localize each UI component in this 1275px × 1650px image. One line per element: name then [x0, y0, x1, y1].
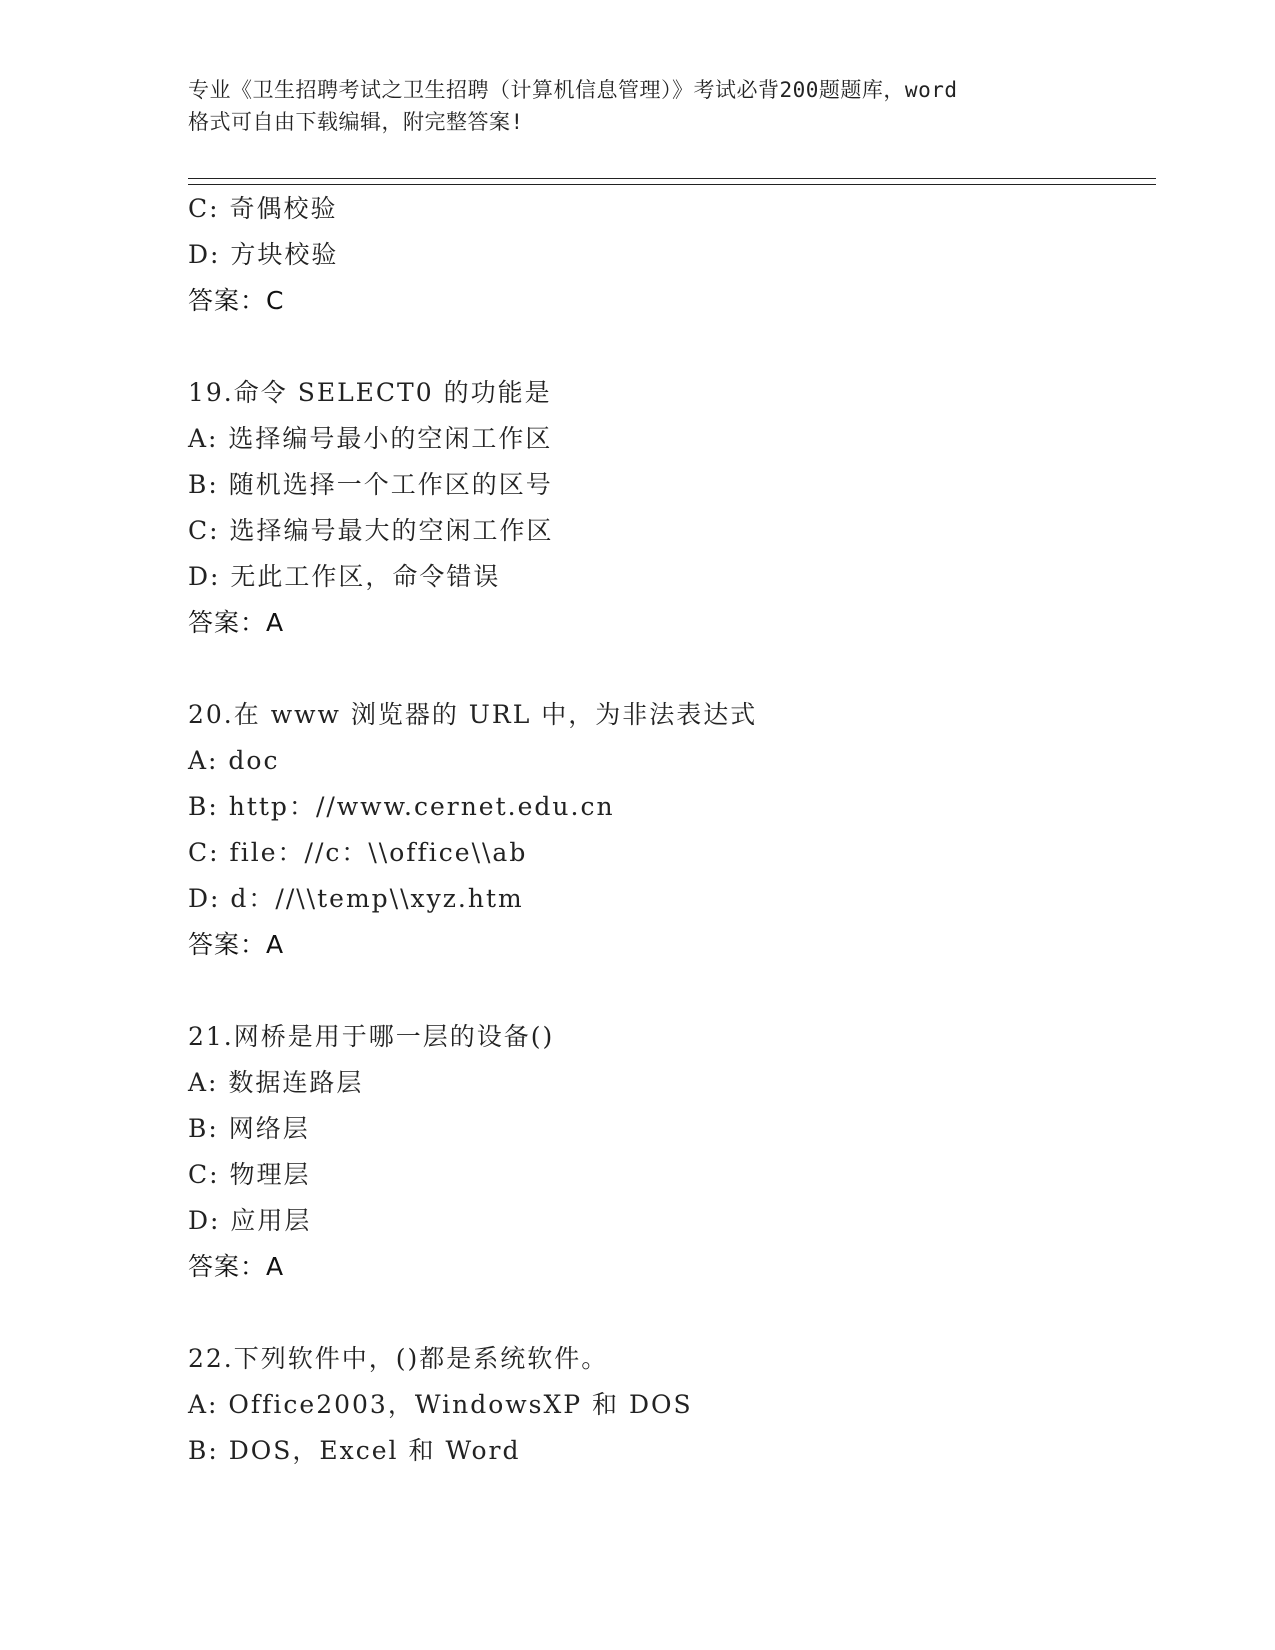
spacer: [188, 1290, 1156, 1336]
question-text: 21.网桥是用于哪一层的设备(): [188, 1022, 555, 1051]
answer-line: 答案：A: [188, 608, 285, 637]
option-a: A: doc: [188, 746, 280, 775]
header-divider: [188, 178, 1156, 185]
option-a: A: 选择编号最小的空闲工作区: [188, 424, 553, 453]
question-list: [188, 186, 1156, 1474]
header-title-line-1: 专业《卫生招聘考试之卫生招聘（计算机信息管理）》考试必背200题题库，word: [188, 78, 958, 102]
option-b: B: DOS，Excel 和 Word: [188, 1436, 521, 1465]
option-a: A: 数据连路层: [188, 1068, 364, 1097]
option-c: C: file：//c：\\office\\ab: [188, 838, 528, 867]
answer-line: 答案：A: [188, 1252, 285, 1281]
option-c: C: 物理层: [188, 1160, 311, 1189]
question-text: 20.在 www 浏览器的 URL 中，为非法表达式: [188, 700, 758, 729]
spacer: [188, 646, 1156, 692]
option-d: D: 应用层: [188, 1206, 312, 1235]
question-block-19: [188, 370, 1156, 646]
option-c: C: 选择编号最大的空闲工作区: [188, 516, 554, 545]
option-b: B: 网络层: [188, 1114, 310, 1143]
option-d: D: d：//\\temp\\xyz.htm: [188, 884, 524, 913]
option-b: B: 随机选择一个工作区的区号: [188, 470, 553, 499]
answer-line: 答案：C: [188, 286, 285, 315]
question-block-21: [188, 1014, 1156, 1290]
option-b: B: http：//www.cernet.edu.cn: [188, 792, 615, 821]
question-text: 19.命令 SELECT0 的功能是: [188, 378, 552, 407]
option-c: C: 奇偶校验: [188, 194, 338, 223]
spacer: [188, 324, 1156, 370]
answer-line: 答案：A: [188, 930, 285, 959]
question-block-20: [188, 692, 1156, 968]
page-header: [188, 74, 1088, 138]
spacer: [188, 968, 1156, 1014]
question-block-22: [188, 1336, 1156, 1474]
question-block-18: [188, 186, 1156, 324]
header-title-line-2: 格式可自由下载编辑，附完整答案!: [188, 110, 524, 134]
option-d: D: 无此工作区，命令错误: [188, 562, 501, 591]
question-text: 22.下列软件中，()都是系统软件。: [188, 1344, 609, 1373]
option-d: D: 方块校验: [188, 240, 339, 269]
option-a: A: Office2003，WindowsXP 和 DOS: [188, 1390, 693, 1419]
